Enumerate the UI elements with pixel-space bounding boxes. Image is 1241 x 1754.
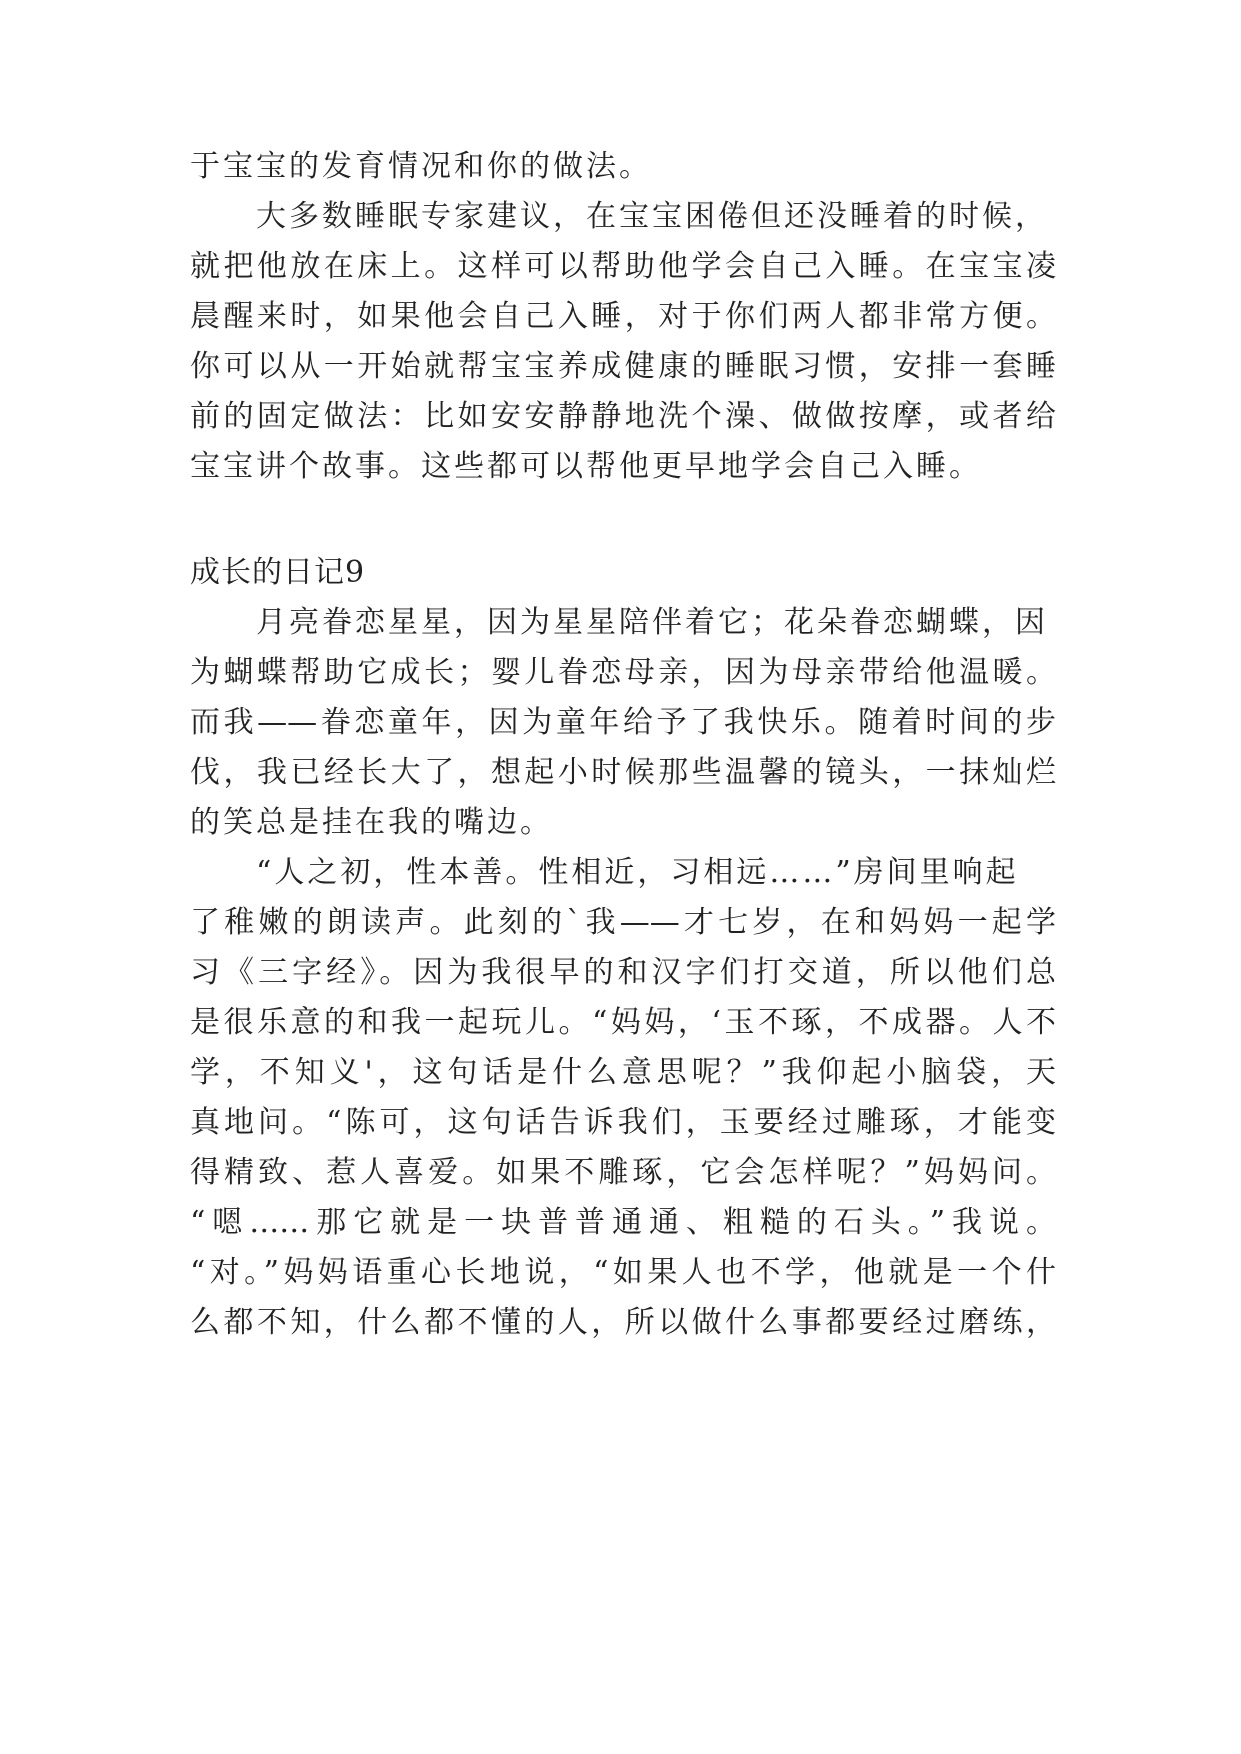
- paragraph-three-character-classic: [190, 848, 1056, 1348]
- text-line: 真地问。“陈可，这句话告诉我们，玉要经过雕琢，才能变: [190, 1105, 1056, 1140]
- text-line: 的笑总是挂在我的嘴边。: [190, 805, 553, 840]
- text-line: 就把他放在床上。这样可以帮助他学会自己入睡。在宝宝凌: [190, 249, 1056, 284]
- text-line: 前的固定做法：比如安安静静地洗个澡、做做按摩，或者给: [190, 399, 1056, 434]
- text-line: 月亮眷恋星星，因为星星陪伴着它；花朵眷恋蝴蝶，因: [256, 605, 1048, 640]
- text-line: “人之初，性本善。性相近，习相远……”房间里响起: [256, 855, 1019, 890]
- paragraph-sleep-advice: [190, 192, 1056, 492]
- text-line: 了稚嫩的朗读声。此刻的`我——才七岁，在和妈妈一起学: [190, 905, 1056, 940]
- text-line: 为蝴蝶帮助它成长；婴儿眷恋母亲，因为母亲带给他温暖。: [190, 655, 1056, 690]
- heading-text: 成长的日记9: [190, 555, 366, 590]
- text-line: 晨醒来时，如果他会自己入睡，对于你们两人都非常方便。: [190, 299, 1056, 334]
- text-line: 学，不知义'，这句话是什么意思呢？”我仰起小脑袋，天: [190, 1055, 1056, 1090]
- text-line: 得精致、惹人喜爱。如果不雕琢，它会怎样呢？”妈妈问。: [190, 1155, 1056, 1190]
- section-heading: [190, 548, 1056, 598]
- text-line: 大多数睡眠专家建议，在宝宝困倦但还没睡着的时候，: [256, 199, 1048, 234]
- text-line: 是很乐意的和我一起玩儿。“妈妈，‘玉不琢，不成器。人不: [190, 1005, 1056, 1040]
- text-line: 宝宝讲个故事。这些都可以帮他更早地学会自己入睡。: [190, 449, 982, 484]
- paragraph-childhood: [190, 598, 1056, 848]
- section-gap: [190, 492, 1056, 548]
- text-line: 于宝宝的发育情况和你的做法。: [190, 149, 652, 184]
- text-line: 伐，我已经长大了，想起小时候那些温馨的镜头，一抹灿烂: [190, 755, 1056, 790]
- text-line: 么都不知，什么都不懂的人，所以做什么事都要经过磨练，: [190, 1305, 1056, 1340]
- document-body: [190, 142, 1056, 1348]
- text-line: “对。”妈妈语重心长地说，“如果人也不学，他就是一个什: [190, 1255, 1056, 1290]
- paragraph-continuation: [190, 142, 1056, 192]
- text-line: “嗯……那它就是一块普普通通、粗糙的石头。”我说。: [190, 1205, 1056, 1240]
- text-line: 习《三字经》。因为我很早的和汉字们打交道，所以他们总: [190, 955, 1056, 990]
- text-line: 而我——眷恋童年，因为童年给予了我快乐。随着时间的步: [190, 705, 1056, 740]
- text-line: 你可以从一开始就帮宝宝养成健康的睡眠习惯，安排一套睡: [190, 349, 1056, 384]
